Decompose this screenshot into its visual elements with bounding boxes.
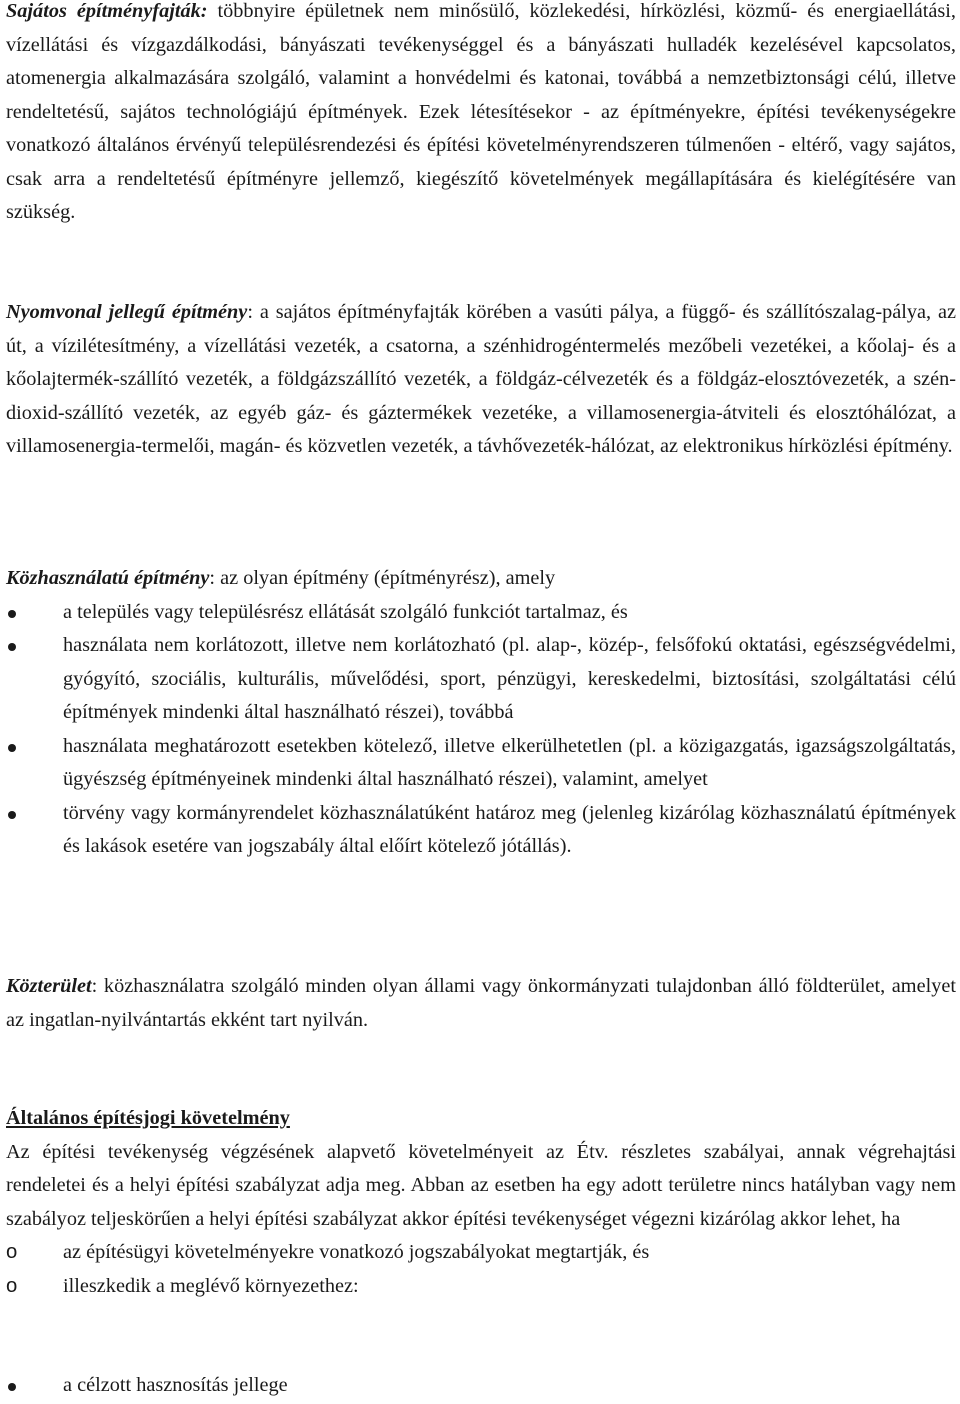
list-item [6,1369,956,1403]
list-item-text: használata nem korlátozott, illetve nem korlátozható (pl. alap-, közép-, felsőfokú oktatási, egészségvédelmi, gyógyító, szociális, kulturális, művelődési, sport, pénzügyi, kereskedelmi, biztosítási, szolgáltatási célú építmények mindenki által használható részei), továbbá [63,634,956,723]
circle-bullet-icon: o [6,1274,18,1297]
section-altalanos-epitesjogi-kovetelmeny [6,1102,956,1303]
definition-text: : a sajátos építményfajták körében a vasúti pálya, a függő- és szállítószalag-pálya, az út, a vízilétesítmény, a vízellátási vezeték, a csatorna, a szénhidrogéntermelés mezőbeli vezetékei, a kőolaj- és a kőolajtermék-szállító vezeték, a földgázszállító vezeték, a földgáz-célvezeték és a földgáz-elosztóvezeték, a szén-dioxid-szállító vezeték, az egyéb gáz- és gáztermékek vezetéke, a villamosenergia-átviteli és elosztóhálózat, a villamosenergia-termelői, magán- és közvetlen vezeték, a távhővezeték-hálózat, az elektronikus hírközlési építmény. [6,301,956,457]
term-label: Közterület [6,975,92,997]
bullet-icon [8,744,16,752]
definition-text: : közhasználatra szolgáló minden olyan állami vagy önkormányzati tulajdonban álló földterület, amelyet az ingatlan-nyilvántartás ekként tart nyilván. [6,975,956,1031]
list-item-text: az építésügyi követelményekre vonatkozó jogszabályokat megtartják, és [63,1241,650,1263]
list-item-text: használata meghatározott esetekben kötelező, illetve elkerülhetetlen (pl. a közigazgatás, igazságszolgáltatás, ügyészség építményeinek mindenki által használható részei), valamint, amelyet [63,734,956,790]
list-item-text: törvény vagy kormányrendelet közhasználatúként határoz meg (jelenleg kizárólag közhasználatú építmények és lakások esetére van jogszabály által előírt kötelező jótállás). [63,801,956,857]
circle-bullet-icon: o [6,1241,18,1263]
section-celzott-hasznositas [6,1369,956,1403]
definition-kozterulet [6,970,956,1037]
bullet-icon [8,610,16,618]
term-label: Sajátos építményfajták: [6,0,208,22]
bullet-list [6,1369,956,1403]
paragraph [6,296,956,464]
definition-text: : az olyan építmény (építményrész), amely [209,567,556,589]
definition-text: többnyire épületnek nem minősülő, közlekedési, hírközlési, közmű- és energiaellátási, vízellátási és vízgazdálkodási, bányászati tevékenységgel és a bányászati hulladék kezelésével kapcsolatos, atomenergia alkalmazására szolgáló, valamint a honvédelmi és katonai, továbbá a nemzetbiztonsági célú, illetve rendeltetésű, sajátos technológiájú építmények. Ezek létesítésekor - az építményekre, építési tevékenységekre vonatkozó általános érvényű településrendezési és építési követelményrendszeren túlmenően - eltérő, vagy sajátos, csak arra a rendeltetésű építményre jellemző, kiegészítő követelmények megállapítására és kielégítésére van szükség. [6,0,956,223]
list-item [6,730,956,797]
bullet-list [6,596,956,864]
list-item-text: a település vagy településrész ellátását szolgáló funkciót tartalmaz, és [63,600,628,623]
list-item [6,1270,956,1304]
list-item-text: a célzott hasznosítás jellege [63,1374,288,1396]
paragraph [6,970,956,1037]
paragraph: Az építési tevékenység végzésének alapvető követelményeit az Étv. részletes szabályai, annak végrehajtási rendeletei és a helyi építési szabályzat adja meg. Abban az esetben ha egy adott területre nincs hatályban vagy nem szabályoz teljeskörűen a helyi építési szabályzat akkor építési tevékenységet végezni kizárólag akkor lehet, ha [6,1140,956,1230]
paragraph [6,562,956,596]
list-item [6,797,956,864]
definition-nyomvonal-jellegu-epitmeny [6,296,956,464]
section-heading: Általános építésjogi követelmény [6,1107,290,1129]
paragraph [6,0,956,230]
bullet-icon [8,811,16,819]
list-item [6,1236,956,1270]
list-item [6,629,956,730]
definition-sajatos-epitmenyfajtak [6,0,956,230]
bullet-icon [8,1383,16,1391]
circle-list [6,1236,956,1303]
bullet-icon [8,643,16,651]
list-item [6,596,956,630]
definition-kozhasznalatu-epitmeny [6,562,956,864]
term-label: Közhasználatú építmény [6,567,210,589]
term-label: Nyomvonal jellegű építmény [6,301,248,323]
list-item-text: illeszkedik a meglévő környezethez: [63,1274,359,1297]
